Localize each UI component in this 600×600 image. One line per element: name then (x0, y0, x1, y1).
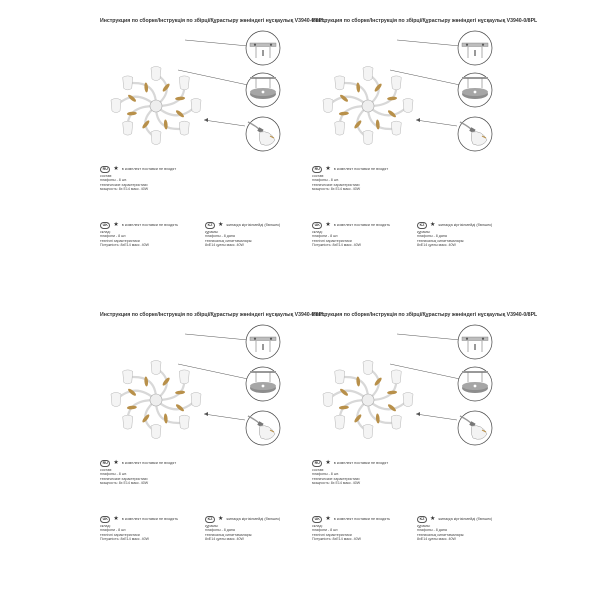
spec-block-uk (100, 516, 200, 541)
ceiling-canopy-detail (246, 367, 280, 401)
spec-block-ru (312, 166, 412, 191)
not-included-note: жинаққа кіргізілмейді (бөлшек) (438, 517, 493, 522)
spec-lines (312, 230, 412, 247)
spec-lines (312, 524, 412, 541)
spec-line: склад: (312, 230, 323, 234)
spec-lines (100, 468, 200, 485)
spec-line: технические характеристики (100, 182, 148, 187)
not-included-note: жинаққа кіргізілмейді (бөлшек) (226, 517, 281, 522)
instruction-panel-1 (100, 18, 326, 288)
spec-line: Потужність: 8хE14 макс. 40W (312, 536, 361, 541)
spec-line: плафоны - 8 шт. (312, 178, 339, 183)
shade-fitting-detail (246, 117, 280, 151)
language-badge-ru: RU (100, 460, 110, 467)
spec-line: технічні характеристики (100, 532, 140, 537)
callout-line (204, 120, 245, 126)
mounting-bar-detail (458, 325, 492, 359)
language-badge-uk: UK (312, 222, 322, 229)
spec-line: состав: (100, 468, 113, 472)
spec-line: плафоны - 8 шт. (100, 178, 127, 183)
language-badge-ru: RU (312, 460, 322, 467)
spec-block-kz (205, 222, 305, 247)
callout-line (397, 334, 460, 340)
assembly-details (100, 312, 300, 472)
spec-line: техникалық сипаттамалары: (205, 238, 253, 243)
spec-line: плафоны - 8 дана (417, 234, 447, 239)
spec-lines (205, 524, 305, 541)
callout-line (390, 70, 460, 85)
spec-line: 8xE14 қуаты макс. 40W (205, 536, 244, 541)
spec-block-kz (205, 516, 305, 541)
spec-line: склад: (100, 230, 111, 234)
spec-block-uk (100, 222, 200, 247)
spec-line: состав: (312, 174, 325, 178)
star-icon: ★ (113, 222, 119, 228)
spec-line: техникалық сипаттамалары: (417, 238, 465, 243)
callout-line (416, 414, 457, 420)
shade-fitting-detail (246, 411, 280, 445)
spec-line: 8xE14 қуаты макс. 40W (417, 536, 456, 541)
assembly-details (100, 18, 300, 178)
not-included-note: в комплект поставки не входят (333, 167, 389, 172)
spec-lines (417, 524, 517, 541)
not-included-note: в комплект поставки не входят (121, 167, 177, 172)
callout-line (416, 120, 457, 126)
spec-line: 8xE14 қуаты макс. 40W (205, 242, 244, 247)
spec-line: құрамы: (417, 524, 431, 528)
star-icon: ★ (217, 516, 224, 522)
assembly-details (312, 18, 512, 178)
callout-line (397, 40, 460, 46)
callout-line (178, 364, 248, 379)
callout-line (178, 70, 248, 85)
spec-block-uk (312, 222, 412, 247)
spec-block-kz (417, 222, 517, 247)
spec-block-uk (312, 516, 412, 541)
spec-line: плафоны - 8 шт. (312, 472, 339, 477)
spec-lines (100, 524, 200, 541)
spec-line: Потужність: 8хE14 макс. 40W (100, 242, 149, 247)
language-badge-kz: KZ (205, 222, 215, 229)
callout-line (185, 40, 248, 46)
spec-line: мощность: 8х E14 макс. 40W (312, 186, 361, 191)
not-included-note: в комплект поставки не входять (333, 223, 391, 228)
star-icon: ★ (325, 166, 331, 172)
shade-fitting-detail (458, 411, 492, 445)
ceiling-canopy-detail (458, 367, 492, 401)
instruction-title: Инструкция по сборке/Інструкція по збірці/Құрастыру жөніндегі нұсқаулық V3940-0/8PL (100, 312, 326, 318)
spec-line: состав: (312, 468, 325, 472)
callout-line (390, 364, 460, 379)
mounting-bar-detail (246, 325, 280, 359)
star-icon: ★ (429, 222, 436, 228)
spec-line: склад: (100, 524, 111, 528)
spec-line: плафоны - 8 шт. (100, 472, 127, 477)
spec-lines (100, 174, 200, 191)
language-badge-kz: KZ (417, 222, 427, 229)
spec-line: плафоны - 8 дана (205, 234, 235, 239)
spec-line: плафони - 8 шт. (312, 528, 339, 533)
spec-line: мощность: 8х E14 макс. 40W (312, 480, 361, 485)
spec-block-ru (312, 460, 412, 485)
mounting-bar-detail (246, 31, 280, 65)
spec-line: технічні характеристики (312, 532, 352, 537)
spec-line: технические характеристики (312, 182, 360, 187)
spec-lines (312, 468, 412, 485)
spec-block-ru (100, 460, 200, 485)
spec-line: плафони - 8 шт. (312, 234, 339, 239)
instruction-panel-3 (100, 312, 326, 582)
spec-line: технічні характеристики (100, 238, 140, 243)
not-included-note: жинаққа кіргізілмейді (бөлшек) (226, 223, 281, 228)
spec-line: плафоны - 8 дана (205, 528, 235, 533)
spec-lines (205, 230, 305, 247)
spec-line: Потужність: 8хE14 макс. 40W (312, 242, 361, 247)
language-badge-kz: KZ (417, 516, 427, 523)
spec-line: технические характеристики (312, 476, 360, 481)
instruction-title: Инструкция по сборке/Інструкція по збірці/Құрастыру жөніндегі нұсқаулық V3940-0/8PL (312, 18, 538, 24)
language-badge-ru: RU (100, 166, 110, 173)
spec-line: состав: (100, 174, 113, 178)
spec-block-kz (417, 516, 517, 541)
not-included-note: в комплект поставки не входять (333, 517, 391, 522)
language-badge-uk: UK (312, 516, 322, 523)
language-badge-ru: RU (312, 166, 322, 173)
spec-line: плафони - 8 шт. (100, 528, 127, 533)
spec-line: құрамы: (417, 230, 431, 234)
mounting-bar-detail (458, 31, 492, 65)
not-included-note: в комплект поставки не входят (333, 461, 389, 466)
instruction-panel-2 (312, 18, 538, 288)
spec-line: технічні характеристики (312, 238, 352, 243)
star-icon: ★ (429, 516, 436, 522)
ceiling-canopy-detail (246, 73, 280, 107)
star-icon: ★ (325, 222, 331, 228)
star-icon: ★ (113, 166, 119, 172)
not-included-note: жинаққа кіргізілмейді (бөлшек) (438, 223, 493, 228)
spec-line: 8xE14 қуаты макс. 40W (417, 242, 456, 247)
not-included-note: в комплект поставки не входять (121, 223, 179, 228)
callout-line (185, 334, 248, 340)
ceiling-canopy-detail (458, 73, 492, 107)
star-icon: ★ (113, 516, 119, 522)
instruction-panel-4 (312, 312, 538, 582)
spec-line: құрамы: (205, 230, 219, 234)
callout-line (204, 414, 245, 420)
star-icon: ★ (113, 460, 119, 466)
instruction-title: Инструкция по сборке/Інструкція по збірці/Құрастыру жөніндегі нұсқаулық V3940-0/8PL (312, 312, 538, 318)
spec-lines (417, 230, 517, 247)
star-icon: ★ (325, 516, 331, 522)
spec-lines (100, 230, 200, 247)
spec-line: плафоны - 8 дана (417, 528, 447, 533)
spec-line: технические характеристики (100, 476, 148, 481)
spec-line: Потужність: 8хE14 макс. 40W (100, 536, 149, 541)
star-icon: ★ (217, 222, 224, 228)
language-badge-kz: KZ (205, 516, 215, 523)
spec-line: мощность: 8х E14 макс. 40W (100, 186, 149, 191)
instruction-title: Инструкция по сборке/Інструкція по збірці/Құрастыру жөніндегі нұсқаулық V3940-0/8PL (100, 18, 326, 24)
spec-line: мощность: 8х E14 макс. 40W (100, 480, 149, 485)
language-badge-uk: UK (100, 516, 110, 523)
spec-line: техникалық сипаттамалары: (417, 532, 465, 537)
spec-line: плафони - 8 шт. (100, 234, 127, 239)
not-included-note: в комплект поставки не входять (121, 517, 179, 522)
shade-fitting-detail (458, 117, 492, 151)
language-badge-uk: UK (100, 222, 110, 229)
spec-line: техникалық сипаттамалары: (205, 532, 253, 537)
spec-line: құрамы: (205, 524, 219, 528)
star-icon: ★ (325, 460, 331, 466)
spec-lines (312, 174, 412, 191)
not-included-note: в комплект поставки не входят (121, 461, 177, 466)
spec-line: склад: (312, 524, 323, 528)
spec-block-ru (100, 166, 200, 191)
assembly-details (312, 312, 512, 472)
